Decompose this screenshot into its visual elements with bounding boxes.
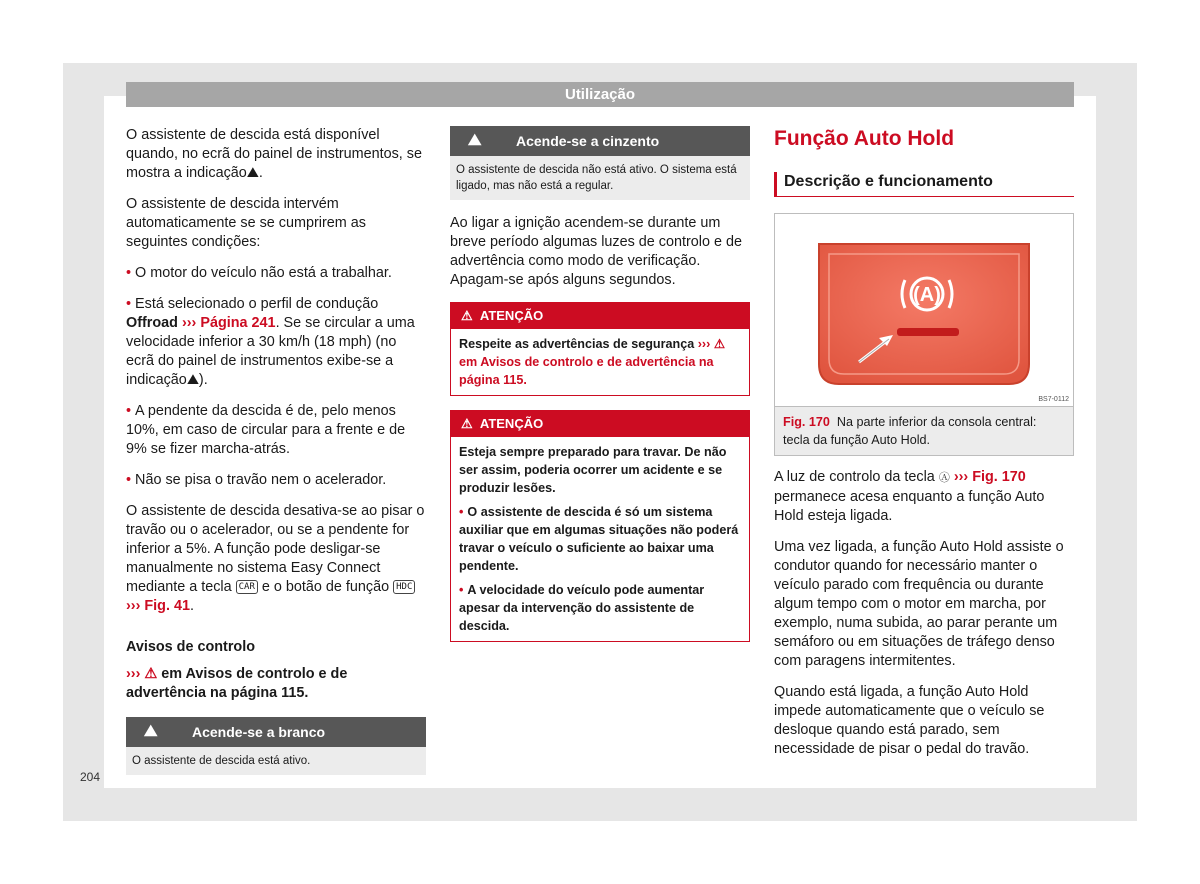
hdc-key-icon: HDC — [393, 580, 415, 594]
list-item: • Está selecionado o perfil de condução Offroad ››› Página 241. Se se circular a uma velocidade inferior a 30 km/h (18 mph) (no ecrã do painel de instrumentos exibe-se a indicação⛰). — [126, 296, 415, 388]
arrow-link-icon: ››› — [181, 315, 197, 331]
warning-header: ⚠ ATENÇÃO — [451, 303, 749, 329]
column-1 — [126, 126, 426, 787]
hill-descent-icon: ⛰ — [186, 372, 199, 388]
hill-descent-icon: ⛰ — [468, 132, 482, 149]
column-2 — [450, 126, 750, 656]
paragraph: O assistente de descida intervém automaticamente se se cumprirem as seguintes condições: — [126, 196, 366, 250]
list-item: • A pendente da descida é de, pelo menos 10%, em caso de circular para a frente e de 9% se fizer marcha-atrás. — [126, 403, 406, 457]
lamp-white-box — [126, 717, 426, 775]
section-header: Utilização — [126, 82, 1074, 107]
bullet-icon: • — [459, 505, 464, 519]
bullet-icon: • — [459, 583, 464, 597]
auto-hold-illustration — [775, 214, 1073, 406]
list-item: • O motor do veículo não está a trabalhar. — [126, 265, 392, 281]
arrow-link-icon: ››› — [697, 337, 711, 351]
warning-text: Esteja sempre preparado para travar. De não ser assim, poderia ocorrer um acidente e se produzir lesões. — [459, 445, 727, 495]
warning-triangle-icon: ⚠ — [461, 308, 473, 323]
arrow-link-icon: ››› — [953, 469, 969, 485]
paragraph: O assistente de descida desativa-se ao pisar o travão ou o acelerador, ou se a pendente for inferior a 5%. A função pode desligar-se manualmente no sistema Easy Connect mediante a tecla CAR e o botão de função HDC ››› Fig. 41. — [126, 503, 425, 614]
lamp-header: ⛰ Acende-se a cinzento — [450, 126, 750, 156]
bullet-icon: • — [126, 403, 132, 419]
auto-hold-icon: Ⓐ — [938, 472, 950, 484]
car-key-icon: CAR — [236, 580, 258, 594]
list-item: • O assistente de descida é só um sistema auxiliar que em algumas situações não poderá travar o veículo o suficiente ao baixar uma pendente. — [459, 505, 739, 573]
lamp-body: O assistente de descida está ativo. — [132, 755, 311, 767]
page-link[interactable]: Página 241 — [200, 315, 276, 331]
paragraph: A luz de controlo da tecla Ⓐ ››› Fig. 170 permanece acesa enquanto a função Auto Hold esteja ligada. — [774, 469, 1045, 524]
arrow-link-icon: ››› — [126, 666, 141, 682]
list-item: • Não se pisa o travão nem o acelerador. — [126, 472, 387, 488]
figure — [774, 213, 1074, 456]
paragraph: Quando está ligada, a função Auto Hold impede automaticamente que o veículo se desloque quando está parado, sem necessidade de pisar o pedal do travão. — [774, 684, 1045, 757]
warning-header: ⚠ ATENÇÃO — [451, 411, 749, 437]
list-item: • A velocidade do veículo pode aumentar apesar da intervenção do assistente de descida. — [459, 583, 705, 633]
warning-triangle-icon: ⚠ — [144, 666, 158, 682]
figure-code: BS7-0112 — [1038, 396, 1069, 403]
warning-triangle-icon: ⚠ — [713, 337, 726, 351]
warning-triangle-icon: ⚠ — [461, 416, 473, 431]
figure-image — [775, 214, 1073, 406]
bullet-icon: • — [126, 265, 132, 281]
paragraph: O assistente de descida está disponível quando, no ecrã do painel de instrumentos, se mostra a indicação⛰. — [126, 127, 423, 181]
hill-descent-icon: ⛰ — [246, 165, 259, 181]
reference: ››› ⚠ em Avisos de controlo e de advertência na página 115. — [126, 666, 348, 701]
warning-body — [451, 437, 749, 641]
page-number: 204 — [80, 770, 101, 784]
subheading: Avisos de controlo — [126, 639, 256, 655]
figure-link[interactable]: Fig. 170 — [972, 469, 1026, 485]
paragraph: Ao ligar a ignição acendem-se durante um breve período algumas luzes de controlo e de advertência como modo de verificação. Apagam-se após alguns segundos. — [450, 215, 742, 288]
warning-box — [450, 410, 750, 642]
lamp-grey-box — [450, 126, 750, 200]
auto-hold-icon: (A) — [913, 284, 941, 306]
figure-link[interactable]: Fig. 41 — [144, 598, 190, 614]
bullet-icon: • — [126, 472, 132, 488]
hill-descent-icon: ⛰ — [144, 723, 158, 740]
section-title: Função Auto Hold — [774, 127, 955, 150]
subsection-title: Descrição e funcionamento — [774, 172, 1074, 197]
lamp-body: O assistente de descida não está ativo. O sistema está ligado, mas não está a regular. — [456, 164, 737, 192]
lamp-header: ⛰ Acende-se a branco — [126, 717, 426, 747]
column-3 — [774, 126, 1074, 771]
bullet-icon: • — [126, 296, 132, 312]
arrow-link-icon: ››› — [126, 598, 141, 614]
paragraph: Uma vez ligada, a função Auto Hold assiste o condutor quando for necessário manter o veículo parado com frequência ou durante algum tempo com o motor em marcha, por exemplo, numa subida, ao parar perante um semáforo ou em situações de tráfego denso com paragens intermitentes. — [774, 539, 1064, 669]
warning-body: Respeite as advertências de segurança ››› ⚠ em Avisos de controlo e de advertência na página 115. — [459, 337, 726, 387]
figure-caption: Fig. 170 Na parte inferior da consola central: tecla da função Auto Hold. — [775, 406, 1073, 455]
warning-box — [450, 302, 750, 396]
